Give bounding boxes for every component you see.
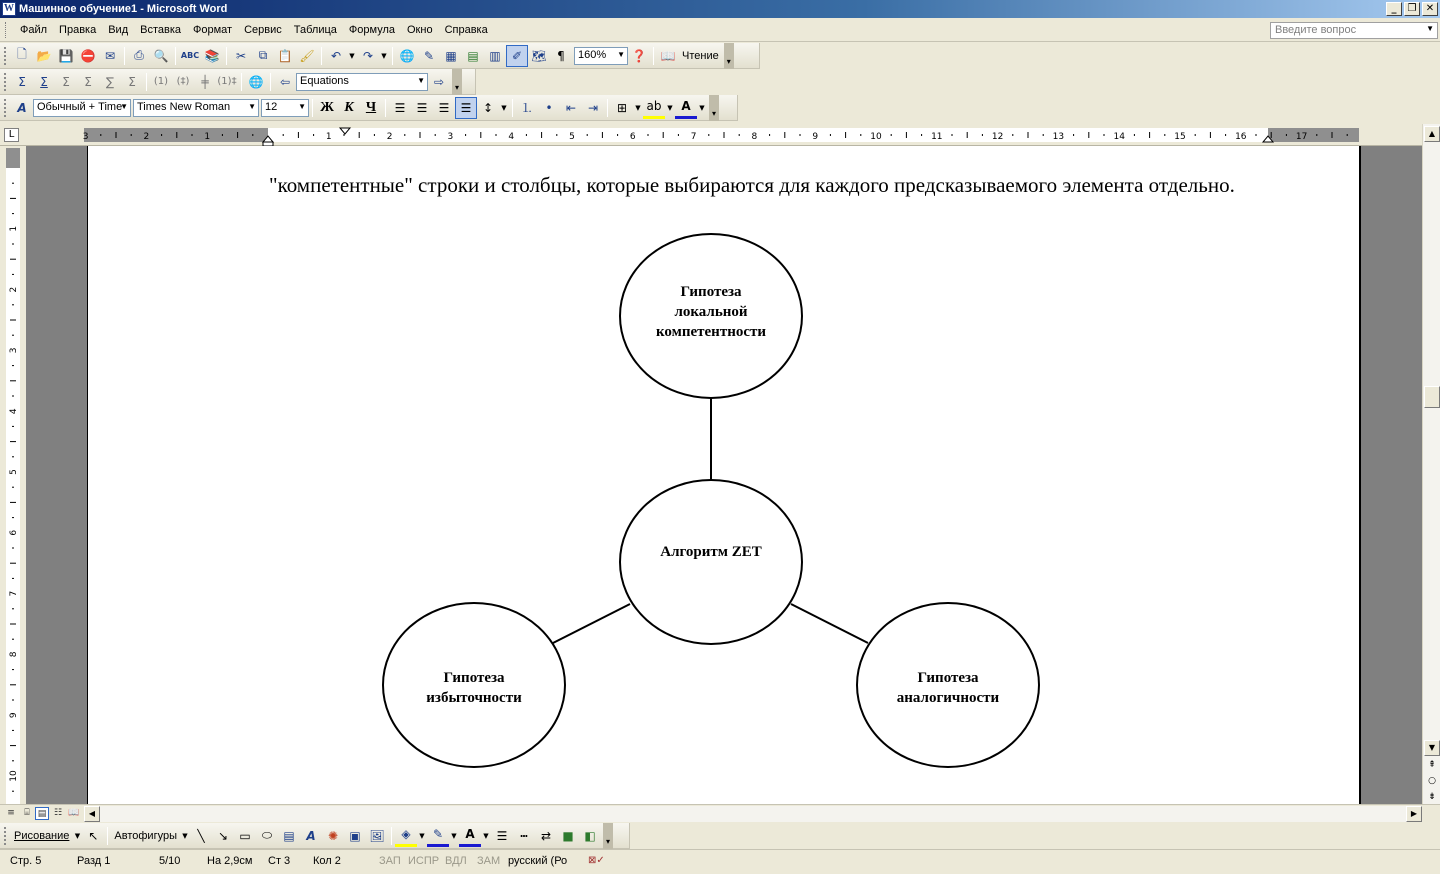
- status-bar: [0, 849, 1440, 874]
- toolbar-grip[interactable]: [4, 827, 8, 845]
- status-page: Стр. 5: [10, 855, 42, 867]
- vruler-number: 4: [9, 408, 19, 415]
- status-at: На 2,9см: [207, 855, 253, 867]
- standard-toolbar: [0, 43, 760, 69]
- chevron-down-icon[interactable]: ▼: [120, 101, 128, 111]
- scroll-down-icon[interactable]: ▼: [1424, 740, 1440, 756]
- vruler-number: 10: [9, 770, 19, 782]
- horizontal-ruler[interactable]: [0, 124, 1440, 146]
- undo-icon[interactable]: ↶: [330, 48, 342, 63]
- sum-cross-icon[interactable]: Σ: [128, 74, 136, 89]
- chevron-down-icon[interactable]: ▼: [298, 101, 306, 111]
- top-node-line: локальной: [674, 304, 748, 320]
- separator: [241, 73, 242, 91]
- status-pages: 5/10: [159, 855, 181, 867]
- 3d-style-icon[interactable]: ◧: [584, 828, 596, 843]
- ruler-number: 1: [325, 132, 332, 142]
- spelling-status-icon[interactable]: ⊠✓: [588, 855, 605, 866]
- left-node-label: [389, 668, 559, 708]
- decrease-indent-icon[interactable]: ⇤: [565, 100, 577, 115]
- line-icon[interactable]: ╲: [197, 828, 205, 843]
- vruler-number: 5: [9, 469, 19, 475]
- align-icon[interactable]: ╪: [201, 74, 209, 89]
- document-area: [26, 146, 1422, 804]
- oval-icon[interactable]: ⬭: [261, 828, 273, 842]
- title-bar: [0, 0, 1440, 18]
- arrow-icon[interactable]: ↘: [217, 828, 229, 843]
- right-node-line: Гипотеза: [917, 670, 979, 686]
- ruler-number: 3: [447, 132, 454, 142]
- toolbar-options-icon[interactable]: ▾: [724, 43, 734, 69]
- status-line: Ст 3: [268, 855, 291, 867]
- zoom-combo[interactable]: [574, 47, 628, 65]
- font-value: Times New Roman: [137, 100, 231, 113]
- tables-borders-icon[interactable]: ✎: [423, 48, 435, 63]
- chevron-down-icon[interactable]: ▼: [617, 49, 625, 59]
- arrow-right-icon[interactable]: ⇨: [433, 74, 445, 89]
- ruler-number: 16: [1235, 132, 1247, 142]
- top-node-label: [626, 282, 796, 342]
- status-column: Кол 2: [313, 855, 341, 867]
- menu-edit[interactable]: Правка: [59, 23, 97, 36]
- renumber-icon[interactable]: (1)‡: [217, 76, 237, 87]
- document-page[interactable]: [87, 146, 1361, 804]
- vruler-number: 6: [9, 529, 19, 536]
- spelling-icon[interactable]: ABC: [180, 51, 200, 60]
- connector-right: [791, 604, 868, 643]
- cut-icon[interactable]: ✂: [235, 48, 247, 63]
- sum-underline-icon[interactable]: Σ: [40, 74, 48, 89]
- underline-button[interactable]: Ч: [365, 99, 377, 115]
- align-right-icon[interactable]: ☰: [438, 100, 450, 115]
- chevron-down-icon[interactable]: ▼: [248, 101, 256, 111]
- draw-font-color-icon[interactable]: A: [459, 825, 481, 847]
- ruler-number: 8: [751, 132, 758, 142]
- print-layout-icon[interactable]: ▤: [35, 807, 49, 820]
- menu-file[interactable]: Файл: [20, 23, 48, 36]
- connector-left: [553, 604, 630, 643]
- styles-pane-icon[interactable]: A: [17, 100, 27, 115]
- right-node-line: аналогичности: [896, 690, 1000, 706]
- hanging-indent-marker[interactable]: [263, 136, 273, 142]
- right-node-label: [863, 668, 1033, 708]
- fill-dropdown-icon[interactable]: ▼: [419, 831, 425, 840]
- chevron-down-icon[interactable]: ▼: [1426, 24, 1434, 33]
- separator: [124, 47, 125, 65]
- clipart-icon[interactable]: ▣: [349, 828, 361, 843]
- menu-table[interactable]: Таблица: [293, 23, 337, 36]
- menu-insert[interactable]: Вставка: [140, 23, 182, 36]
- window-title: Машинное обучение1 - Microsoft Word: [19, 3, 228, 15]
- print-preview-icon[interactable]: 🔍: [153, 48, 169, 63]
- reading-mode-button[interactable]: Чтение: [682, 49, 719, 62]
- separator: [270, 73, 271, 91]
- center-node-ellipse[interactable]: [620, 480, 802, 644]
- new-document-icon[interactable]: 🗋: [17, 47, 27, 61]
- zoom-value: 160%: [578, 48, 607, 61]
- toolbar-options-icon[interactable]: ▾: [603, 823, 613, 849]
- diagram-icon[interactable]: ✺: [327, 828, 339, 843]
- menu-bar: [0, 18, 1440, 42]
- outline-view-icon[interactable]: ☷: [53, 808, 63, 818]
- menu-tools[interactable]: Сервис: [244, 23, 282, 36]
- autoshapes-button[interactable]: Автофигуры: [114, 829, 177, 842]
- research-icon[interactable]: 📚: [204, 48, 220, 63]
- undo-dropdown-icon[interactable]: ▼: [349, 51, 355, 60]
- sum-variant-icon[interactable]: ∑: [105, 74, 115, 89]
- toolbar-grip[interactable]: [4, 47, 8, 65]
- top-node-line: Гипотеза: [680, 284, 742, 300]
- help-icon[interactable]: ❓: [631, 48, 647, 63]
- font-size-value: 12: [265, 100, 278, 113]
- font-combo[interactable]: [133, 99, 259, 117]
- status-ovr[interactable]: ЗАМ: [477, 855, 501, 867]
- vruler-number: 7: [9, 590, 19, 597]
- highlight-icon[interactable]: ab: [643, 97, 665, 119]
- globe-icon[interactable]: 🌐: [248, 74, 264, 89]
- increase-indent-icon[interactable]: ⇥: [587, 100, 599, 115]
- vruler-scale: [0, 146, 26, 804]
- toolbar-options-icon[interactable]: ▾: [452, 69, 462, 95]
- textbox-icon[interactable]: ▤: [283, 828, 295, 843]
- ruler-number: 14: [1113, 132, 1125, 142]
- print-icon[interactable]: ⎙: [134, 48, 144, 62]
- separator: [321, 47, 322, 65]
- ruler-number: 6: [629, 132, 636, 142]
- paste-icon[interactable]: 📋: [277, 48, 293, 63]
- number-icon[interactable]: (1): [153, 76, 169, 87]
- vruler-number: 3: [9, 347, 19, 354]
- help-placeholder: Введите вопрос: [1275, 24, 1357, 36]
- status-ext[interactable]: ВДЛ: [445, 855, 467, 867]
- columns-icon[interactable]: ▥: [489, 48, 501, 63]
- numbering-icon[interactable]: ⒈: [520, 101, 533, 115]
- ruler-number: 2: [143, 132, 150, 142]
- drawing-toggle-icon[interactable]: ✐: [506, 45, 528, 67]
- ruler-number: 10: [870, 132, 882, 142]
- redo-dropdown-icon[interactable]: ▼: [381, 51, 387, 60]
- ruler-number: 3: [82, 132, 89, 142]
- fill-color-icon[interactable]: ◈: [395, 825, 417, 847]
- vertical-ruler[interactable]: [0, 146, 26, 804]
- select-browse-object-icon[interactable]: ○: [1428, 776, 1436, 786]
- formatting-toolbar: [0, 95, 738, 121]
- drawing-dropdown-icon[interactable]: ▼: [74, 831, 81, 840]
- font-size-combo[interactable]: [261, 99, 309, 117]
- equation-style-value: Equations: [300, 74, 349, 87]
- ruler-number: 4: [508, 132, 515, 142]
- wordart-icon[interactable]: A: [306, 828, 316, 843]
- rectangle-icon[interactable]: ▭: [239, 828, 251, 843]
- menu-help[interactable]: Справка: [444, 23, 488, 36]
- shadow-style-icon[interactable]: ■: [562, 828, 574, 843]
- draw-font-color-dropdown-icon[interactable]: ▼: [483, 831, 489, 840]
- toolbar-grip[interactable]: [4, 73, 8, 91]
- arrow-style-icon[interactable]: ⇄: [540, 828, 552, 843]
- ruler-number: 7: [690, 132, 697, 142]
- line-color-dropdown-icon[interactable]: ▼: [451, 831, 457, 840]
- minimize-button[interactable]: _: [1386, 2, 1402, 16]
- select-objects-icon[interactable]: ↖: [88, 828, 99, 843]
- document-map-icon[interactable]: 🗺: [531, 48, 547, 63]
- word-app-icon[interactable]: W: [4, 3, 14, 14]
- help-search-input[interactable]: [1270, 22, 1438, 39]
- scroll-left-icon[interactable]: ◀: [84, 806, 100, 822]
- hyperlink-icon[interactable]: 🌐: [399, 48, 415, 63]
- ruler-number: 17: [1295, 132, 1308, 142]
- restore-button[interactable]: ❐: [1404, 2, 1420, 16]
- insert-table-icon[interactable]: ▦: [445, 48, 457, 63]
- zet-diagram: [88, 146, 1362, 804]
- line-spacing-dropdown-icon[interactable]: ▼: [501, 103, 507, 112]
- bold-button[interactable]: Ж: [320, 99, 334, 115]
- status-rec[interactable]: ЗАП: [379, 855, 401, 867]
- borders-dropdown-icon[interactable]: ▼: [635, 103, 641, 112]
- drawing-menu-button[interactable]: Рисование: [14, 829, 70, 842]
- separator: [512, 99, 513, 117]
- vruler-number: 1: [9, 225, 19, 232]
- separator: [226, 47, 227, 65]
- vertical-scroll-thumb[interactable]: [1424, 386, 1440, 408]
- scroll-right-icon[interactable]: ▶: [1406, 806, 1422, 822]
- separator: [392, 47, 393, 65]
- ruler-number: 1: [204, 132, 211, 142]
- previous-page-icon[interactable]: ⇞: [1428, 760, 1436, 770]
- reading-layout-icon[interactable]: 📖: [68, 808, 80, 818]
- separator: [607, 99, 608, 117]
- scroll-up-icon[interactable]: ▲: [1424, 126, 1440, 142]
- line-style-icon[interactable]: ☰: [496, 828, 508, 843]
- horizontal-scroll-row: [0, 804, 1440, 822]
- left-node-line: избыточности: [426, 690, 522, 706]
- drawing-toolbar: [0, 823, 630, 849]
- bullets-icon[interactable]: •: [545, 100, 553, 115]
- menu-grip[interactable]: [5, 22, 8, 38]
- borders-icon[interactable]: ⊞: [616, 100, 628, 115]
- web-layout-icon[interactable]: ⌸: [24, 808, 30, 818]
- number-ref-icon[interactable]: (‡): [176, 76, 190, 87]
- font-color-icon[interactable]: A: [675, 97, 697, 119]
- toolbar-grip[interactable]: [4, 99, 8, 117]
- autoshapes-dropdown-icon[interactable]: ▼: [182, 831, 188, 840]
- ruler-scale: [0, 124, 1440, 146]
- status-trk[interactable]: ИСПР: [408, 855, 440, 867]
- show-hide-marks-icon[interactable]: ¶: [557, 48, 565, 63]
- ruler-number: 11: [931, 132, 943, 142]
- body-paragraph[interactable]: "компетентные" строки и столбцы, которые выбираются для каждого предсказываемого элемента отдельно.: [269, 173, 1235, 197]
- font-color-dropdown-icon[interactable]: ▼: [699, 103, 705, 112]
- tab-selector[interactable]: L: [4, 128, 19, 142]
- permission-icon[interactable]: ⛔: [80, 48, 96, 63]
- style-combo[interactable]: [33, 99, 131, 117]
- vruler-number: 9: [9, 712, 19, 719]
- separator: [107, 827, 108, 845]
- justify-icon[interactable]: ☰: [455, 97, 477, 119]
- close-button[interactable]: ✕: [1422, 2, 1438, 16]
- first-line-indent-marker[interactable]: [340, 128, 350, 134]
- menu-format[interactable]: Формат: [193, 23, 233, 36]
- line-spacing-icon[interactable]: ↕: [482, 100, 494, 115]
- ruler-number: 13: [1052, 132, 1065, 142]
- ruler-number: 2: [386, 132, 393, 142]
- save-icon[interactable]: 💾: [58, 48, 74, 63]
- vertical-scrollbar[interactable]: [1422, 124, 1440, 804]
- separator: [385, 99, 386, 117]
- insert-excel-icon[interactable]: ▤: [467, 48, 479, 63]
- style-value: Обычный + Time: [37, 100, 123, 113]
- sum-bar-icon[interactable]: Σ: [62, 74, 70, 89]
- line-color-icon[interactable]: ✎: [427, 825, 449, 847]
- equation-toolbar: [0, 69, 476, 95]
- highlight-dropdown-icon[interactable]: ▼: [667, 103, 673, 112]
- separator: [653, 47, 654, 65]
- sum-icon[interactable]: Σ: [18, 74, 26, 89]
- status-section: Разд 1: [77, 855, 111, 867]
- dash-style-icon[interactable]: ┅: [520, 828, 528, 843]
- align-center-icon[interactable]: ☰: [416, 100, 428, 115]
- left-node-line: Гипотеза: [443, 670, 505, 686]
- separator: [312, 99, 313, 117]
- center-node-label: Алгоритм ZET: [660, 544, 762, 560]
- menu-window[interactable]: Окно: [407, 23, 433, 36]
- format-painter-icon[interactable]: 🖌: [299, 48, 315, 63]
- open-folder-icon[interactable]: 📂: [36, 48, 52, 63]
- separator: [175, 47, 176, 65]
- status-language: русский (Ро: [508, 855, 568, 867]
- insert-picture-icon[interactable]: 🖼: [369, 828, 385, 843]
- redo-icon[interactable]: ↷: [362, 48, 374, 63]
- italic-button[interactable]: К: [344, 99, 354, 115]
- copy-icon[interactable]: ⧉: [258, 48, 268, 62]
- ruler-number: 9: [812, 132, 819, 142]
- ruler-number: 15: [1174, 132, 1186, 142]
- menu-view[interactable]: Вид: [108, 23, 129, 36]
- top-node-line: компетентности: [655, 324, 767, 340]
- vruler-number: 2: [9, 286, 19, 293]
- chevron-down-icon[interactable]: ▼: [417, 75, 425, 85]
- equation-style-combo[interactable]: [296, 73, 428, 91]
- ruler-number: 5: [569, 132, 575, 142]
- normal-view-icon[interactable]: ≡: [7, 808, 15, 818]
- next-page-icon[interactable]: ⇟: [1428, 792, 1436, 802]
- horizontal-scrollbar[interactable]: [84, 806, 1422, 822]
- separator: [146, 73, 147, 91]
- arrow-left-icon[interactable]: ⇦: [279, 74, 291, 89]
- separator: [391, 827, 392, 845]
- ruler-number: 12: [991, 132, 1004, 142]
- toolbar-options-icon[interactable]: ▾: [709, 95, 719, 121]
- menu-formula[interactable]: Формула: [348, 23, 395, 36]
- vruler-number: 8: [9, 651, 20, 658]
- read-book-icon[interactable]: 📖: [660, 48, 676, 63]
- sum-sub-icon[interactable]: Σ: [84, 74, 92, 89]
- align-left-icon[interactable]: ☰: [394, 100, 406, 115]
- email-icon[interactable]: ✉: [104, 48, 116, 63]
